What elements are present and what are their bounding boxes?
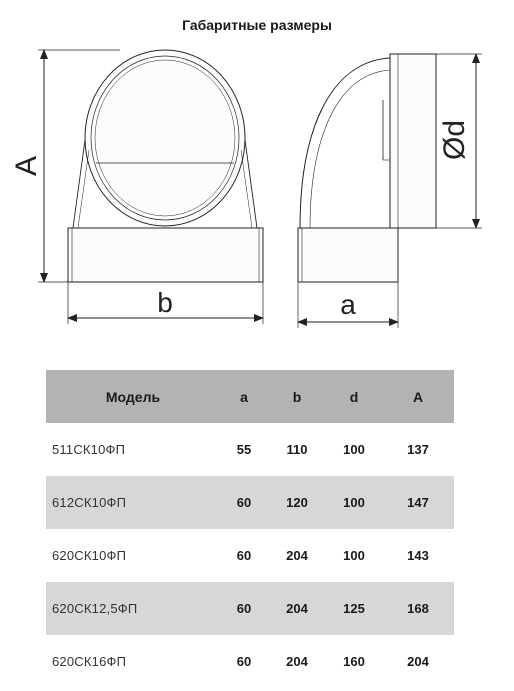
page-title: Габаритные размеры xyxy=(182,17,332,33)
cell-model: 511СК10ФП xyxy=(52,442,126,457)
dimensions-table xyxy=(46,370,454,688)
cell-b: 204 xyxy=(286,601,308,616)
cell-d: 125 xyxy=(343,601,365,616)
cell-d: 100 xyxy=(343,442,365,457)
cell-A: 204 xyxy=(407,654,429,669)
cell-d: 100 xyxy=(343,495,365,510)
dim-label-d: Ød xyxy=(438,119,471,161)
cell-a: 55 xyxy=(236,442,252,457)
table-row xyxy=(46,635,454,688)
cell-model: 612СК10ФП xyxy=(52,495,127,510)
cell-d: 160 xyxy=(343,654,365,669)
table-row xyxy=(46,423,454,476)
cell-A: 143 xyxy=(407,548,429,563)
table-row xyxy=(46,476,454,529)
table-row xyxy=(46,582,454,635)
cell-b: 204 xyxy=(286,548,308,563)
cell-a: 60 xyxy=(236,548,252,563)
header-a: a xyxy=(240,388,248,405)
table-row xyxy=(46,529,454,582)
cell-b: 120 xyxy=(286,495,308,510)
cell-a: 60 xyxy=(236,654,252,669)
cell-d: 100 xyxy=(343,548,365,563)
cell-model: 620СК10ФП xyxy=(52,548,127,563)
table-header-row xyxy=(46,370,454,423)
dimension-drawing xyxy=(0,36,514,336)
header-A: A xyxy=(412,388,424,405)
cell-A: 168 xyxy=(407,601,429,616)
header-b: b xyxy=(292,388,302,405)
cell-a: 60 xyxy=(236,495,252,510)
dim-label-a: a xyxy=(340,289,356,320)
cell-model: 620СК16ФП xyxy=(52,654,127,669)
front-view xyxy=(68,50,263,282)
dim-label-b: b xyxy=(157,287,173,318)
cell-A: 147 xyxy=(407,495,429,510)
side-view xyxy=(298,54,436,282)
cell-A: 137 xyxy=(407,442,429,457)
cell-b: 204 xyxy=(286,654,308,669)
cell-b: 110 xyxy=(286,442,308,457)
header-d: d xyxy=(349,388,359,405)
cell-a: 60 xyxy=(236,601,252,616)
header-model: Модель xyxy=(105,388,161,405)
dim-label-A: A xyxy=(10,155,43,177)
cell-model: 620СК12,5ФП xyxy=(52,601,138,616)
